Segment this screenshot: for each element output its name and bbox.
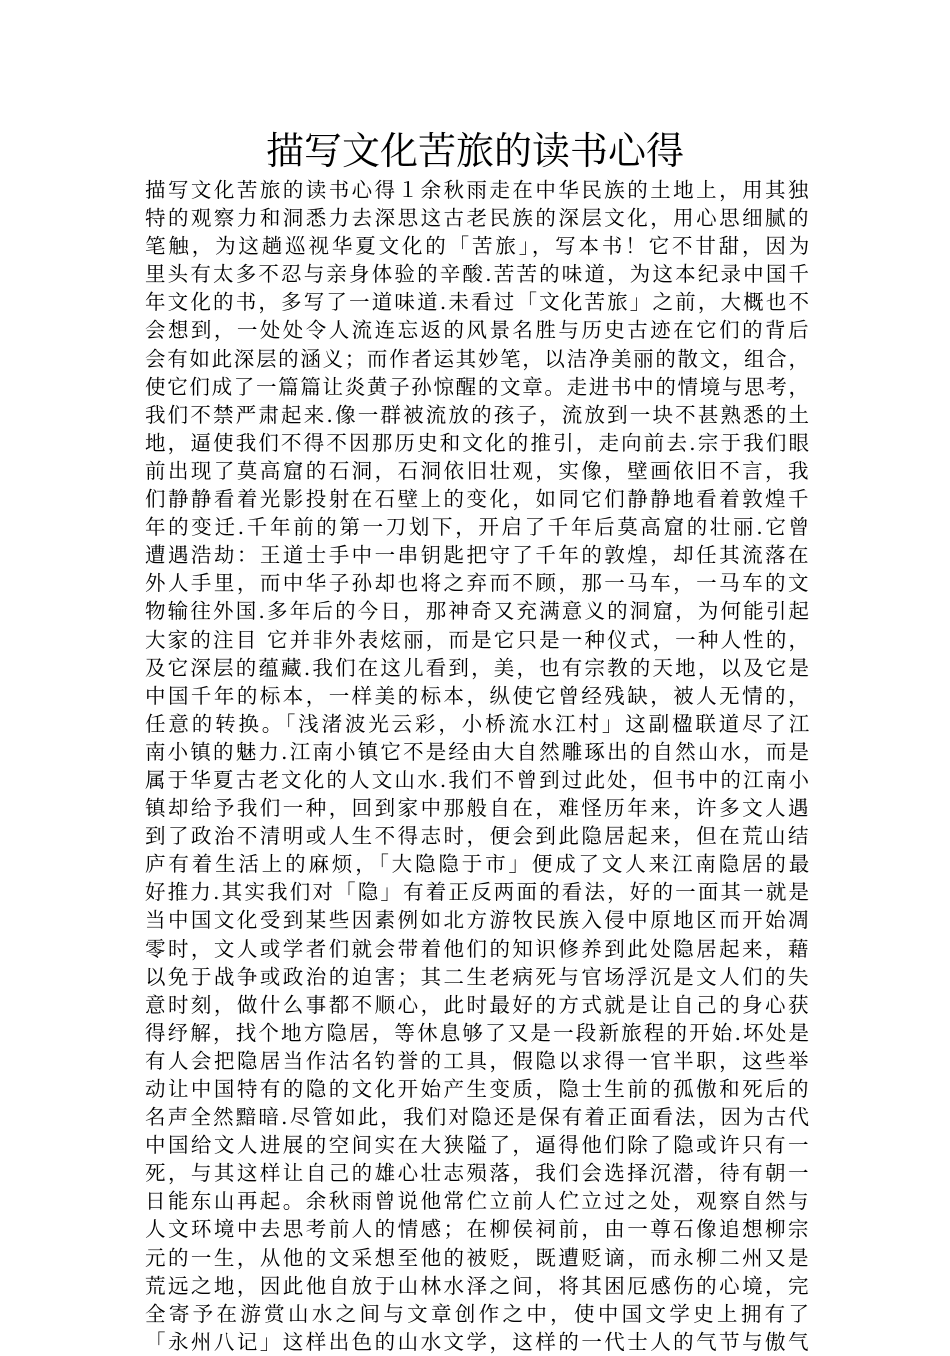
text-line: 以免于战争或政治的迫害；其二生老病死与官场浮沉是文人们的失 [145, 964, 811, 989]
text-line: 荒远之地，因此他自放于山林水泽之间，将其困厄感伤的心境，完 [145, 1273, 811, 1298]
text-line: 「永州八记」这样出色的山水文学，这样的一代士人的气节与傲气 [145, 1329, 811, 1354]
text-line: 年的变迁.千年前的第一刀划下，开启了千年后莫高窟的壮丽.它曾 [145, 515, 812, 540]
text-line: 元的一生，从他的文采想至他的被贬，既遭贬谪，而永柳二州又是 [145, 1245, 811, 1270]
text-line: 物输往外国.多年后的今日，那神奇又充满意义的洞窟，为何能引起 [145, 599, 812, 624]
text-line: 镇却给予我们一种，回到家中那般自在，难怪历年来，许多文人遇 [145, 796, 811, 821]
text-line: 任意的转换。「浅渚波光云彩，小桥流水江村」这副楹联道尽了江 [145, 711, 813, 736]
text-line: 年文化的书，多写了一道味道.未看过「文化苦旅」之前，大概也不 [145, 290, 812, 315]
text-line: 们静静看着光影投射在石壁上的变化，如同它们静静地看着敦煌千 [145, 487, 811, 512]
text-line: 外人手里，而中华子孙却也将之弃而不顾，那一马车，一马车的文 [145, 571, 811, 596]
text-line: 全寄予在游赏山水之间与文章创作之中，使中国文学史上拥有了 [145, 1301, 813, 1326]
text-line: 描写文化苦旅的读书心得１余秋雨走在中华民族的土地上，用其独 [145, 178, 811, 202]
text-line: 得纾解，找个地方隐居，等休息够了又是一段新旅程的开始.坏处是 [145, 1020, 812, 1045]
text-line: 使它们成了一篇篇让炎黄子孙惊醒的文章。走进书中的情境与思考， [145, 374, 811, 399]
text-line: 地，逼使我们不得不因那历史和文化的推引，走向前去.宗于我们眼 [145, 430, 812, 455]
text-line: 中国千年的标本，一样美的标本，纵使它曾经残缺，被人无情的， [145, 683, 811, 708]
text-line: 名声全然黯暗.尽管如此，我们对隐还是保有着正面看法，因为古代 [145, 1105, 812, 1130]
text-line: 庐有着生活上的麻烦，「大隐隐于市」便成了文人来江南隐居的最 [145, 852, 813, 877]
text-line: 大家的注目 它并非外表炫丽，而是它只是一种仪式，一种人性的， [145, 627, 812, 652]
text-line: 动让中国特有的隐的文化开始产生变质，隐士生前的孤傲和死后的 [145, 1077, 811, 1101]
text-line: 到了政治不清明或人生不得志时，便会到此隐居起来，但在荒山结 [145, 824, 811, 849]
text-line: 我们不禁严肃起来.像一群被流放的孩子，流放到一块不甚熟悉的土 [145, 402, 812, 427]
text-line: 会有如此深层的涵义；而作者运其妙笔，以洁净美丽的散文，组合， [145, 346, 811, 371]
text-line: 有人会把隐居当作沽名钓誉的工具，假隐以求得一官半职，这些举 [145, 1048, 811, 1073]
text-line: 好推力.其实我们对「隐」有着正反两面的看法，好的一面其一就是 [145, 880, 812, 905]
text-line: 遭遇浩劫：王道士手中一串钥匙把守了千年的敦煌，却任其流落在 [145, 543, 811, 568]
text-line: 死，与其这样让自己的雄心壮志殒落，我们会选择沉潜，待有朝一 [145, 1161, 811, 1186]
text-line: 笔触，为这趟巡视华夏文化的「苦旅」，写本书！它不甘甜，因为 [145, 234, 813, 259]
text-line: 特的观察力和洞悉力去深思这古老民族的深层文化，用心思细腻的 [145, 206, 811, 231]
text-line: 意时刻，做什么事都不顺心，此时最好的方式就是让自己的身心获 [145, 992, 811, 1017]
text-line: 前出现了莫高窟的石洞，石洞依旧壮观，实像，壁画依旧不言，我 [145, 458, 811, 483]
text-line: 会想到，一处处令人流连忘返的风景名胜与历史古迹在它们的背后 [145, 318, 811, 343]
text-line: 及它深层的蕴藏.我们在这儿看到，美，也有宗教的天地，以及它是 [145, 655, 812, 680]
text-line: 人文环境中去思考前人的情感；在柳侯祠前，由一尊石像追想柳宗 [145, 1217, 811, 1242]
document-body [145, 176, 813, 1356]
text-line: 零时，文人或学者们就会带着他们的知识修养到此处隐居起来，藉 [145, 936, 811, 961]
text-line: 日能东山再起。余秋雨曾说他常伫立前人伫立过之处，观察自然与 [145, 1189, 811, 1214]
text-line: 里头有太多不忍与亲身体验的辛酸.苦苦的味道，为这本纪录中国千 [145, 262, 812, 287]
text-line: 南小镇的魅力.江南小镇它不是经由大自然雕琢出的自然山水，而是 [145, 739, 812, 764]
text-line: 属于华夏古老文化的人文山水.我们不曾到过此处，但书中的江南小 [145, 767, 812, 792]
text-line: 中国给文人进展的空间实在大狭隘了，逼得他们除了隐或许只有一 [145, 1133, 811, 1158]
page-title: 描写文化苦旅的读书心得 [265, 129, 684, 173]
text-line: 当中国文化受到某些因素例如北方游牧民族入侵中原地区而开始凋 [145, 908, 811, 933]
